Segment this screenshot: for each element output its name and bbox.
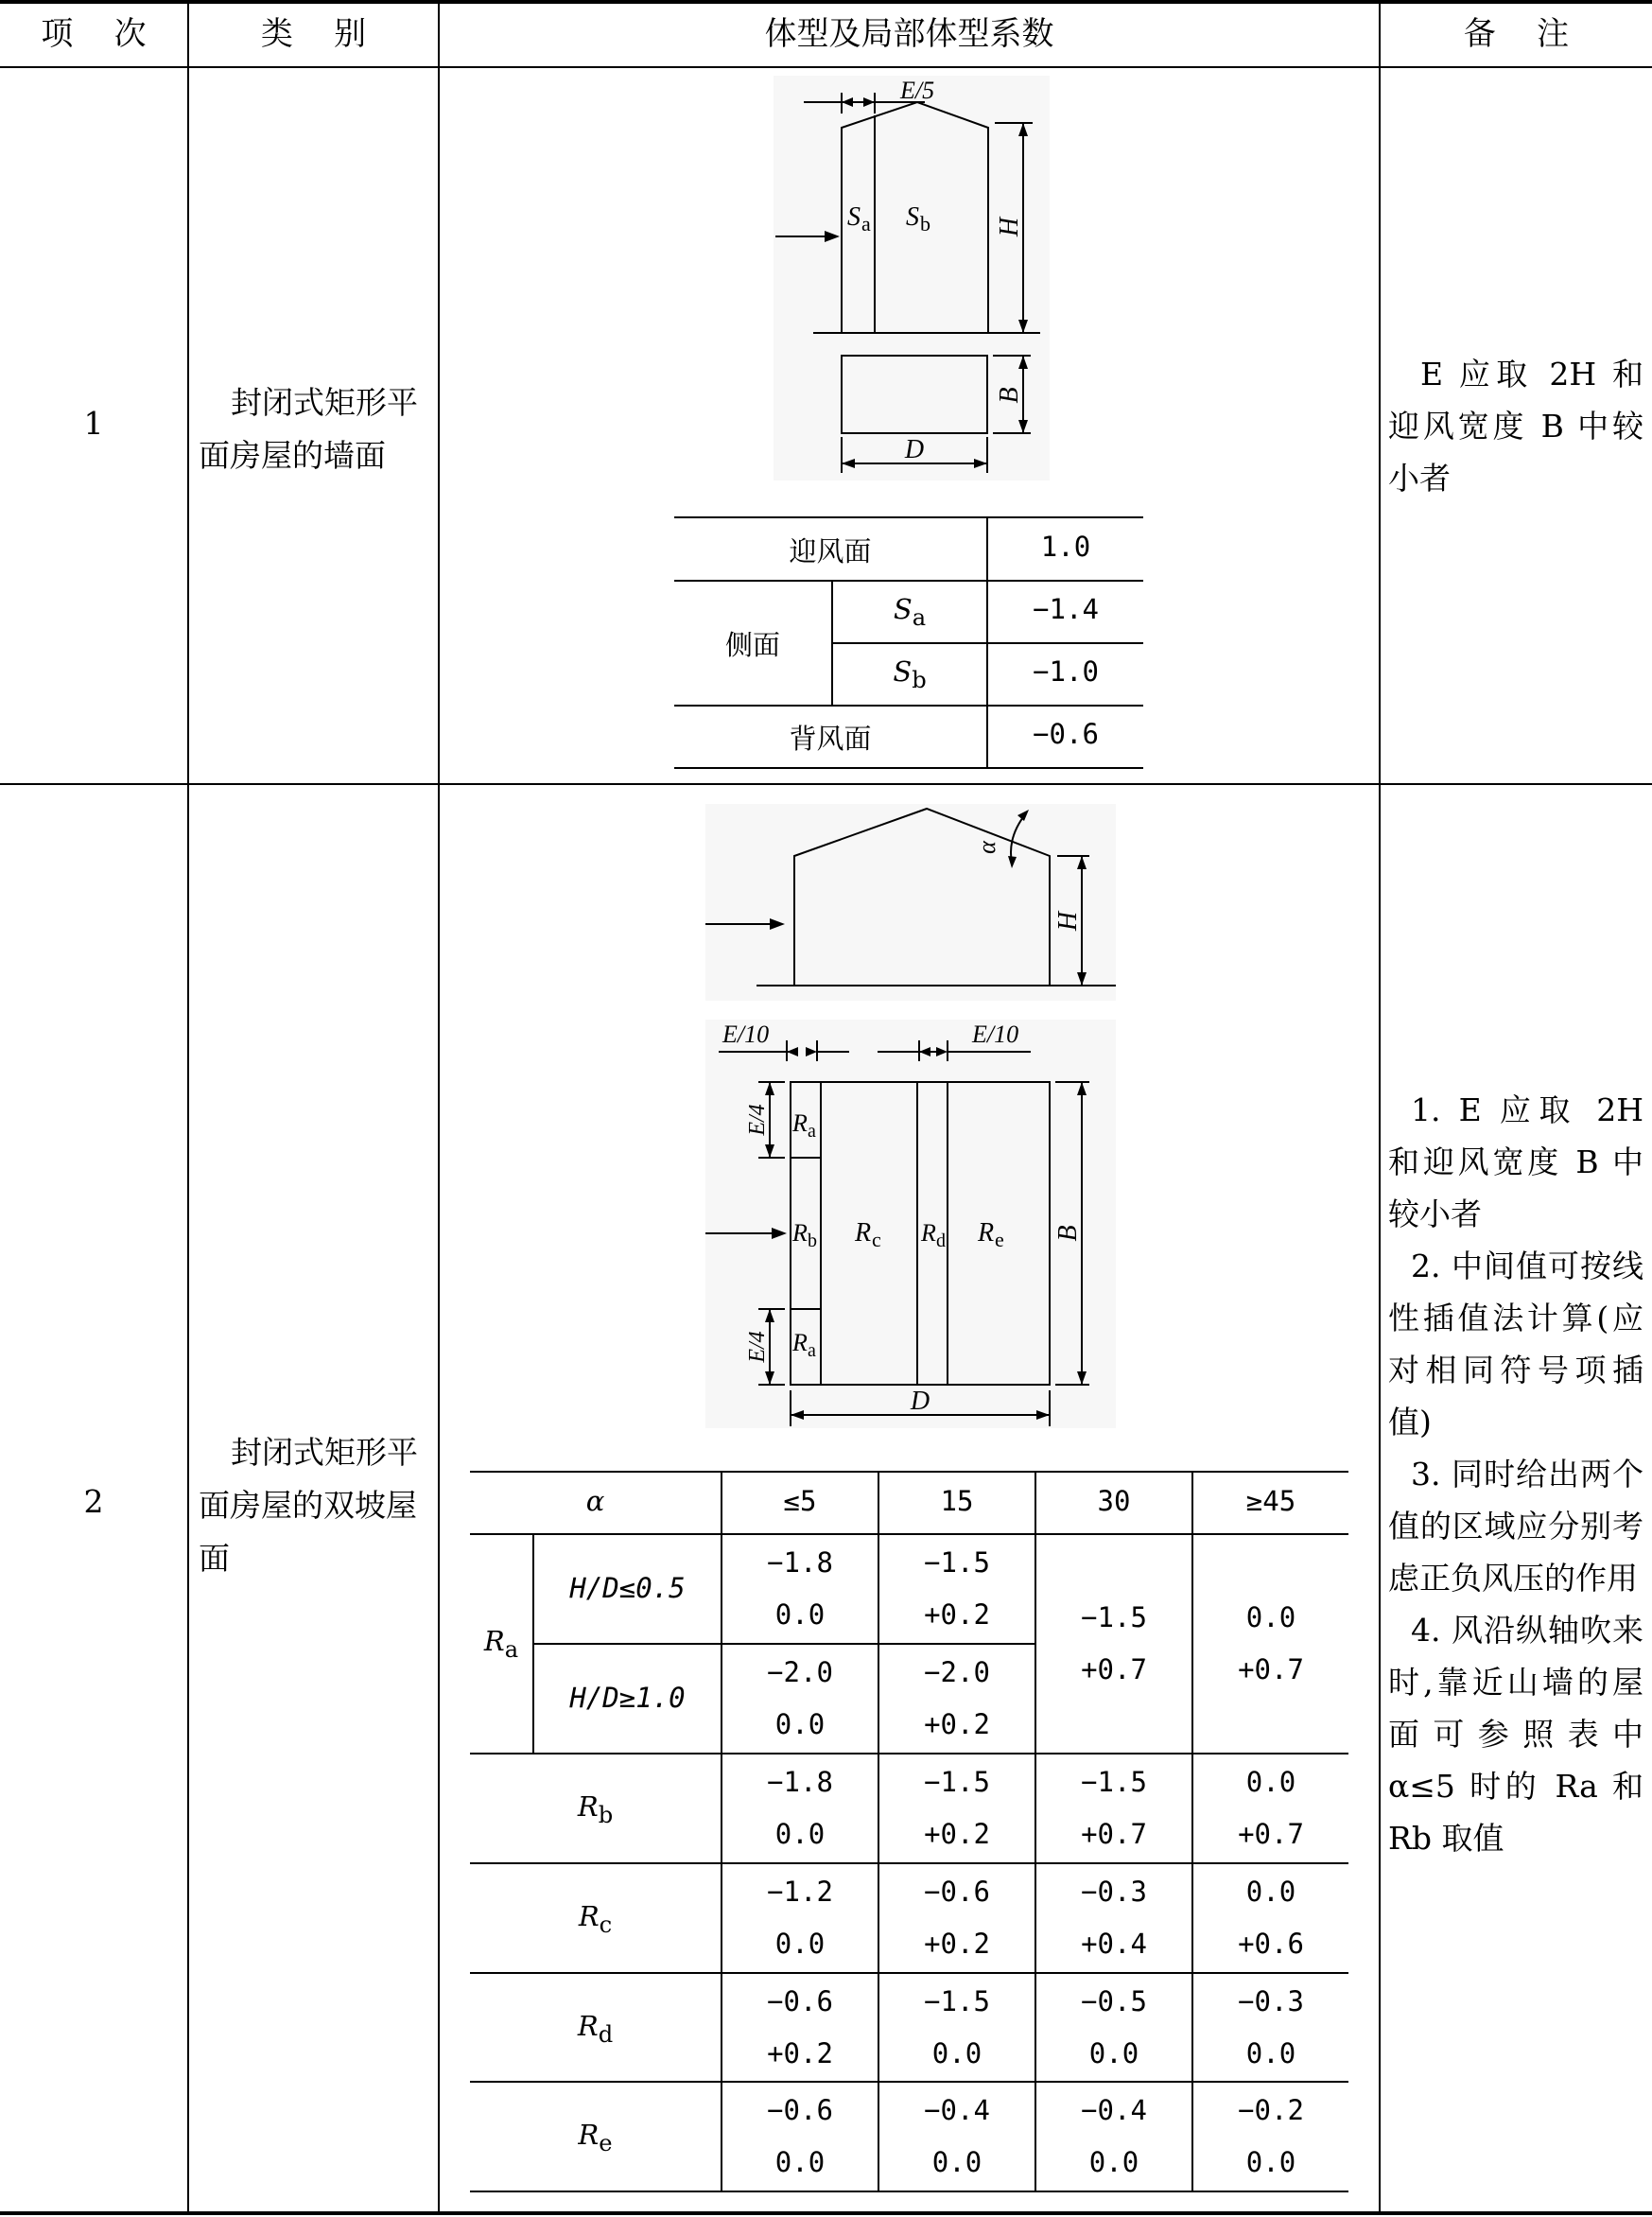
rc-value-cell: −1.2 0.0 [767,1876,833,1960]
rc-value-cell: −0.6 +0.2 [924,1876,990,1960]
zone-ra-bottom: R [792,1329,808,1356]
windward-value: 1.0 [1040,531,1091,563]
rc-value-cell: −0.3 +0.4 [1081,1876,1147,1960]
ra-30: −1.5 +0.7 [1081,1601,1147,1685]
table-bottom-border [0,2211,1652,2215]
row1-d-label: D [904,435,925,464]
ra-le-15: −1.5 +0.2 [924,1546,990,1631]
row2-e10-right-label: E/10 [972,1021,1019,1048]
row2-note-2: 2. 中间值可按线性插值法计算(应对相同符号项插值) [1388,1248,1643,1440]
svg-text:b: b [808,1231,817,1251]
re-value-cell: −0.6 0.0 [767,2094,833,2178]
col-divider-1 [187,0,189,2215]
header-coefficient: 体型及局部体型系数 [764,15,1054,53]
re-label: $R_e$ [578,2119,613,2156]
sa-value: −1.4 [1033,593,1099,625]
sb-label: $S_b$ [893,655,927,693]
ra-label: $R_a$ [483,1625,519,1663]
svg-text:a: a [808,1121,816,1142]
row2-alpha-label: α [973,841,1000,854]
zone-re: R [978,1218,995,1248]
row2-d-label: D [910,1387,930,1416]
alpha-header: α [585,1485,605,1517]
rd-value-cell: −0.6 +0.2 [767,1985,833,2069]
rb-value-cell: −1.8 0.0 [767,1766,833,1850]
svg-text:e: e [995,1228,1004,1251]
leeward-value: −0.6 [1033,718,1099,750]
row1-wall-diagram [766,76,1050,482]
col-le5-header: ≤5 [783,1485,817,1517]
header-category: 类 别 [260,15,367,53]
ra-ge-15: −2.0 +0.2 [924,1656,990,1740]
rd-value-cell: −0.3 0.0 [1238,1985,1304,2069]
leeward-label: 背风面 [789,723,872,755]
zone-ra-top: R [792,1109,808,1137]
row2-plan-diagram [700,1020,1116,1432]
col-15-header: 15 [940,1485,974,1517]
rb-value-cell: 0.0 +0.7 [1238,1766,1304,1850]
col-30-header: 30 [1097,1485,1131,1517]
ra-ge45: 0.0 +0.7 [1238,1601,1304,1685]
hd-ge-label: H/D≥1.0 [569,1682,686,1714]
row2-e4-top-label: E/4 [745,1104,770,1136]
rc-label: $R_c$ [578,1900,613,1938]
zone-rc: R [855,1218,872,1248]
col-divider-3 [1379,0,1381,2215]
side-label: 侧面 [724,629,780,661]
row2-e10-left-label: E/10 [722,1021,770,1048]
svg-text:a: a [861,212,871,236]
row2-category: 封闭式矩形平面房屋的双坡屋面 [199,1434,418,1577]
row1-sb-label: S [906,202,919,232]
row2-b-label: B [1053,1225,1083,1242]
zone-rb: R [792,1219,808,1247]
row1-b-label: B [995,387,1024,404]
row-divider [0,783,1652,785]
rd-value-cell: −1.5 0.0 [924,1985,990,2069]
col-divider-2 [438,0,440,2215]
row1-item-number: 1 [83,405,104,442]
row1-sa-label: S [847,202,861,232]
rb-value-cell: −1.5 +0.7 [1081,1766,1147,1850]
row2-note-3: 3. 同时给出两个值的区域应分别考虑正负风压的作用 [1388,1456,1643,1597]
rc-value-cell: 0.0 +0.6 [1238,1876,1304,1960]
row2-notes [1388,1084,1643,1864]
svg-text:a: a [808,1340,816,1361]
col-ge45-header: ≥45 [1245,1485,1296,1517]
row2-note-1: 1. E 应取 2H 和迎风宽度 B 中较小者 [1388,1091,1643,1232]
row1-note: E 应取 2H 和迎风宽度 B 中较小者 [1388,356,1643,497]
rd-value-cell: −0.5 0.0 [1081,1985,1147,2069]
rb-value-cell: −1.5 +0.2 [924,1766,990,1850]
row1-e5-label: E/5 [900,77,935,104]
row2-item-number: 2 [83,1483,104,1520]
svg-text:d: d [936,1231,946,1251]
windward-label: 迎风面 [789,535,872,567]
header-item: 项 次 [41,15,147,53]
row2-elevation-diagram [700,804,1116,1003]
row2-h-label: H [1053,911,1083,932]
re-value-cell: −0.4 0.0 [924,2094,990,2178]
header-note: 备 注 [1463,15,1570,53]
hd-le-label: H/D≤0.5 [569,1572,686,1604]
row1-category: 封闭式矩形平面房屋的墙面 [199,384,418,474]
rb-label: $R_b$ [577,1790,614,1828]
re-value-cell: −0.4 0.0 [1081,2094,1147,2178]
ra-ge-le5: −2.0 0.0 [767,1656,833,1740]
zone-rd: R [921,1219,936,1247]
row2-note-4: 4. 风沿纵轴吹来时,靠近山墙的屋面可参照表中 α≤5 时的 Ra 和 Rb 取值 [1388,1612,1643,1857]
rd-label: $R_d$ [577,2010,614,2048]
svg-text:b: b [920,212,930,236]
row1-h-label: H [995,217,1024,237]
re-value-cell: −0.2 0.0 [1238,2094,1304,2178]
row2-e4-bottom-label: E/4 [745,1331,770,1363]
sb-value: −1.0 [1033,655,1099,688]
sa-label: $S_a$ [893,593,927,631]
svg-text:c: c [872,1228,881,1251]
ra-le-le5: −1.8 0.0 [767,1546,833,1631]
